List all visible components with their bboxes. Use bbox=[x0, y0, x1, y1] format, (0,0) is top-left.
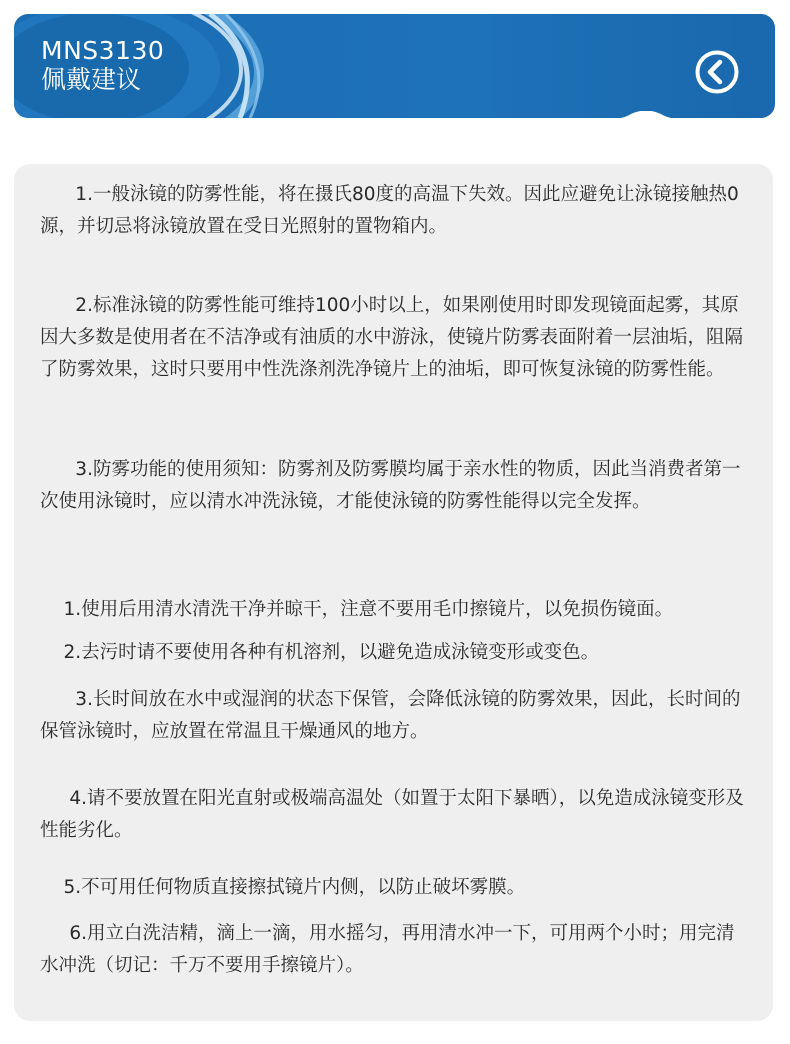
header-banner bbox=[14, 14, 775, 118]
section-title: 佩戴建议 bbox=[41, 65, 142, 94]
advice-paragraph: 1.一般泳镜的防雾性能，将在摄氏80度的高温下失效。因此应避免让泳镜接触热0源，并切忌将泳镜放置在受日光照射的置物箱内。 bbox=[40, 184, 739, 237]
care-item: 3.长时间放在水中或湿润的状态下保管，会降低泳镜的防雾效果，因此，长时间的保管泳镜时，应放置在常温且干燥通风的地方。 bbox=[40, 689, 741, 742]
care-item: 4.请不要放置在阳光直射或极端高温处（如置于太阳下暴晒），以免造成泳镜变形及性能劣化。 bbox=[40, 788, 744, 841]
product-model: MNS3130 bbox=[41, 36, 165, 65]
care-item: 1.使用后用清水清洗干净并晾干，注意不要用毛巾擦镜片，以免损伤镜面。 bbox=[40, 599, 674, 620]
chevron-left-circle-icon bbox=[695, 50, 739, 94]
care-item: 2.去污时请不要使用各种有机溶剂，以避免造成泳镜变形或变色。 bbox=[40, 642, 600, 663]
advice-paragraph: 3.防雾功能的使用须知：防雾剂及防雾膜均属于亲水性的物质，因此当消费者第一次使用泳镜时，应以清水冲洗泳镜，才能使泳镜的防雾性能得以完全发挥。 bbox=[40, 459, 741, 512]
banner-notch bbox=[611, 111, 681, 118]
care-item: 6.用立白洗洁精，滴上一滴，用水摇匀，再用清水冲一下，可用两个小时；用完清水冲洗（切记：千万不要用手擦镜片）。 bbox=[40, 923, 735, 976]
care-item: 5.不可用任何物质直接擦拭镜片内侧，以防止破坏雾膜。 bbox=[40, 877, 526, 898]
advice-card bbox=[14, 164, 773, 1021]
advice-paragraph: 2.标准泳镜的防雾性能可维持100小时以上，如果刚使用时即发现镜面起雾，其原因大多数是使用者在不洁净或有油质的水中游泳，使镜片防雾表面附着一层油垢，阻隔了防雾效果，这时只要用中性洗涤剂洗净镜片上的油垢，即可恢复泳镜的防雾性能。 bbox=[40, 295, 744, 380]
page-title bbox=[41, 36, 164, 94]
back-button[interactable] bbox=[695, 50, 739, 94]
